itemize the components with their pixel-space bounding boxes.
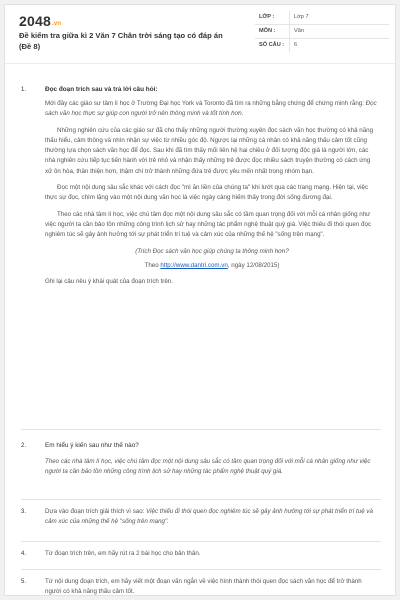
question-text: Từ nội dung đoạn trích, em hãy viết một đoạn văn ngắn về việc hình thành thói quen đọc sách văn học để trở thành người có khả năng thấu cảm tốt. bbox=[45, 578, 362, 596]
passage-paragraph-4: Theo các nhà tâm lí học, việc chú tâm đọc một nội dung sâu sắc có tầm quan trọng đối với mỗi cá nhân giống như việc người ta cần bảo tồn những công trình lịch sử hay những tác phẩm nghệ thuật quý giá. Việc thiếu đi thói quen đọc nghiêm túc sẽ gây ảnh hưởng tới sự phát triển trí tuệ và cảm xúc của những thế hệ "sống trên mạng". bbox=[45, 210, 371, 239]
source-link[interactable]: http://www.dantri.com.vn bbox=[160, 261, 228, 269]
document-header bbox=[5, 5, 395, 64]
passage-paragraph-1: Mới đây các giáo sư tâm lí học ở Trường Đại học York và Toronto đã tìm ra những bằng chứng để chứng minh rằng: Đọc sách văn học thực sự giúp con người trở nên thông minh và tốt tính hơn. bbox=[45, 100, 377, 118]
question-number: 5. bbox=[21, 579, 27, 585]
question-number: 4. bbox=[21, 551, 27, 557]
document-page bbox=[4, 4, 396, 596]
question-text: Từ đoạn trích trên, em hãy rút ra 2 bài học cho bản thân. bbox=[45, 550, 201, 557]
passage-paragraph-3: Đọc một nội dung sâu sắc khác với cách đọc "mì ăn liền của chúng ta" khi lướt qua các trang mạng. Hiện tại, việc thực sự đọc, chìm lặng vào một nội dung văn học là việc ngày càng hiếm thấy trong đời sống đương đại. bbox=[45, 184, 369, 202]
question-body bbox=[45, 507, 379, 528]
question-body bbox=[45, 85, 379, 287]
divider bbox=[21, 541, 381, 542]
question-body bbox=[45, 441, 379, 478]
passage-source-title: (Trích Đọc sách văn học giúp chúng ta thông minh hơn? bbox=[135, 247, 289, 255]
document-title: Đề kiểm tra giữa kì 2 Văn 7 Chân trời sáng tạo có đáp án (Đề 8) bbox=[19, 31, 223, 51]
question-number: 3. bbox=[21, 509, 27, 515]
question-heading: Đọc đoạn trích sau và trả lời câu hỏi: bbox=[45, 86, 158, 93]
info-table bbox=[255, 11, 389, 52]
info-row-class: LỚP : Lớp 7 bbox=[255, 11, 389, 25]
question-text: Dựa vào đoạn trích giải thích vì sao: Việc thiếu đi thói quen đọc nghiêm túc sẽ gây ảnh hưởng tới sự phát triển trí tuệ và cảm xúc của những thế hệ "sống trên mạng". bbox=[45, 508, 373, 526]
divider bbox=[21, 429, 381, 430]
info-row-subject: MÔN : Văn bbox=[255, 25, 389, 39]
divider bbox=[21, 499, 381, 500]
question-heading: Em hiểu ý kiến sau như thế nào? bbox=[45, 442, 139, 449]
info-row-question-count: SỐ CÂU : 6 bbox=[255, 39, 389, 52]
site-logo[interactable]: 2048.vn bbox=[19, 13, 62, 29]
divider bbox=[21, 569, 381, 570]
question-task: Ghi lại câu nêu ý khái quát của đoạn trích trên. bbox=[45, 278, 173, 286]
passage-paragraph-2: Những nghiên cứu của các giáo sư đã cho thấy những người thường xuyên đọc sách văn học thường có khả năng thấu hiểu, cảm thông và nhìn nhận sự việc từ nhiều góc độ. Ngược lại những cá nhân có khả năng thấu cảm tốt cũng thường lựa chọn sách văn học để đọc. Sau khi đã tìm thấy mối liên hệ hai chiều ở đối tượng độc giả là người lớn, các nhà nghiên cứu tiếp tục tiến hành với trẻ nhỏ và nhận thấy những trẻ được đọc nhiều sách truyện thường có cách ứng xử ôn hòa, thân thiện hơn, thậm chí trở thành những đứa trẻ được yêu mến nhất trong nhóm bạn. bbox=[45, 126, 374, 175]
question-body bbox=[45, 549, 379, 559]
question-number: 1. bbox=[21, 87, 27, 93]
question-number: 2. bbox=[21, 443, 27, 449]
question-body bbox=[45, 577, 379, 596]
passage-source: Theo http://www.dantri.com.vn, ngày 12/08/2015) bbox=[144, 261, 280, 269]
question-quote: Theo các nhà tâm lí học, việc chú tâm đọc một nội dung sâu sắc có tầm quan trọng đối với mỗi cá nhân giống như việc người ta cần bảo tồn những công trình lịch sử hay những tác phẩm nghệ thuật quý giá. bbox=[45, 458, 371, 476]
